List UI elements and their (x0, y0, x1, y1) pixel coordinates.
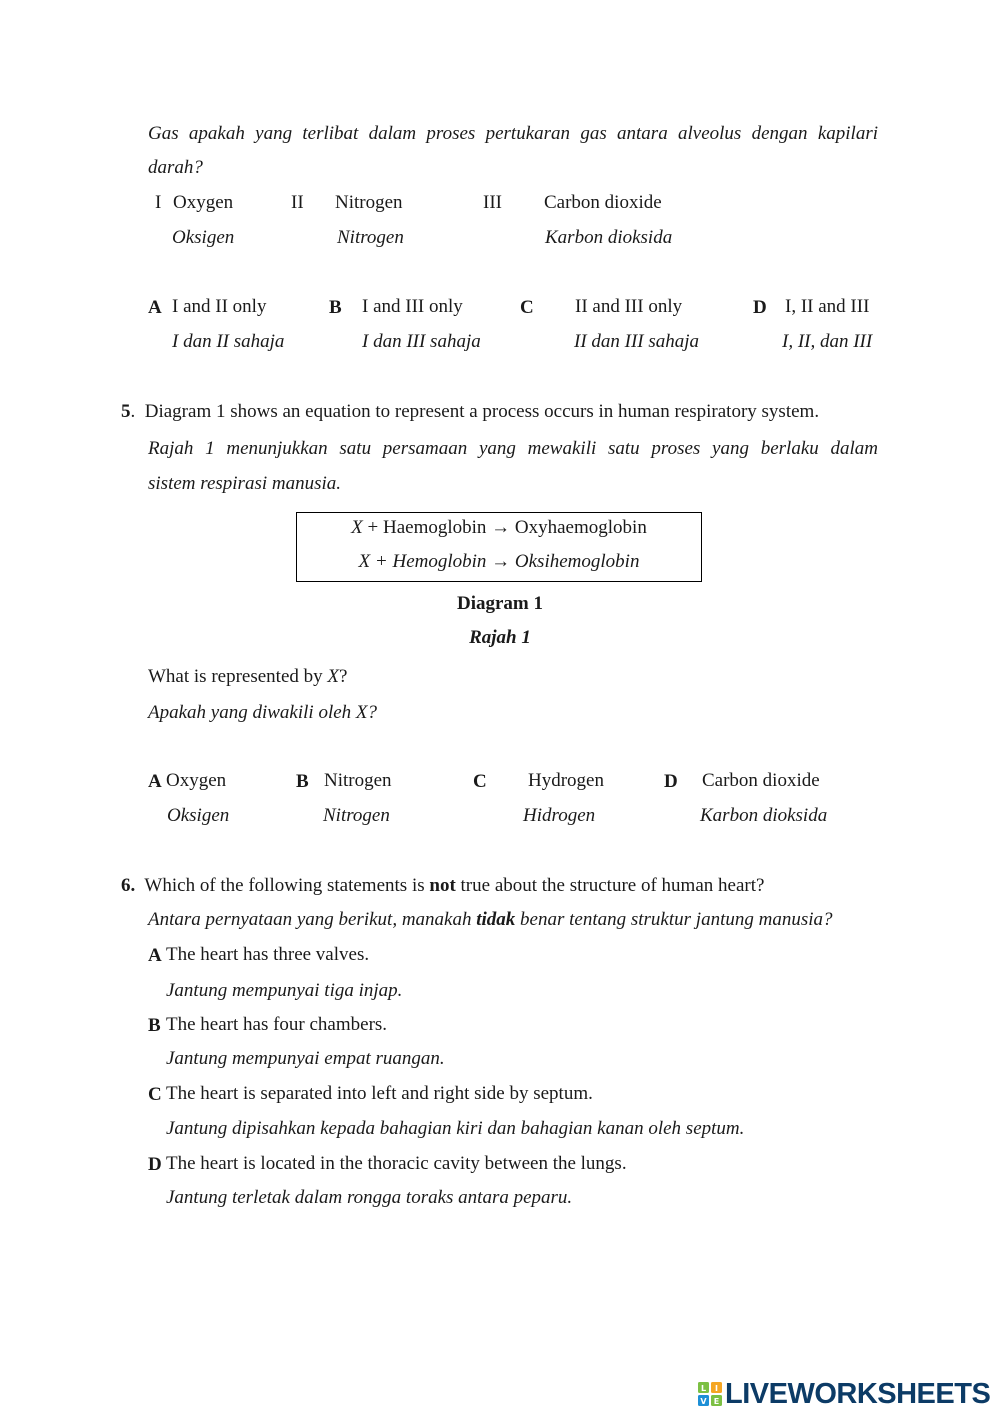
logo-badge-letter-e: E (713, 1397, 720, 1406)
equation-box (296, 512, 702, 582)
q5-question-en-after: ? (339, 666, 348, 687)
q4-item-i-ms: Oksigen (172, 227, 235, 248)
q6-stem-ms (148, 910, 833, 929)
q4-option-c-ms: II dan III sahaja (574, 331, 700, 352)
q4-item-ii-ms: Nitrogen (337, 227, 404, 248)
q5-question-en-var: X (327, 666, 339, 687)
q6-option-a-en[interactable]: The heart has three valves. (166, 944, 370, 965)
q6-option-b-letter[interactable]: B (148, 1015, 161, 1036)
q5-option-a-en[interactable]: Oxygen (166, 770, 227, 791)
equation-en-rest: + Haemoglobin → Oxyhaemoglobin (362, 517, 647, 538)
diagram-label-ms: Rajah 1 (469, 627, 531, 648)
equation-en (297, 518, 701, 537)
q4-option-a-letter[interactable]: A (148, 297, 162, 318)
q4-option-b-en[interactable]: I and III only (362, 296, 463, 317)
q6-stem-ms-after: benar tentang struktur jantung manusia? (515, 909, 833, 930)
q5-option-b-en[interactable]: Nitrogen (324, 770, 392, 791)
q4-item-i-numeral: I (155, 192, 162, 213)
q5-option-c-ms: Hidrogen (523, 805, 596, 826)
q5-stem-en: 5. Diagram 1 shows an equation to represent a process occurs in human respiratory system. (121, 401, 820, 422)
q4-item-i-en: Oxygen (173, 192, 234, 213)
q4-stem-ms-line2: darah? (148, 157, 203, 178)
q5-stem-en-text: Diagram 1 shows an equation to represent a process occurs in human respiratory system. (144, 401, 820, 422)
q4-option-a-en[interactable]: I and II only (172, 296, 267, 317)
q6-option-a-ms: Jantung mempunyai tiga injap. (166, 980, 403, 1001)
q5-option-d-en[interactable]: Carbon dioxide (702, 770, 820, 791)
q5-option-a-ms: Oksigen (167, 805, 230, 826)
q4-option-d-letter[interactable]: D (753, 297, 767, 318)
q5-question-en (148, 667, 347, 686)
q5-option-d-letter[interactable]: D (664, 771, 678, 792)
q5-number: 5 (121, 401, 131, 422)
q5-option-c-letter[interactable]: C (473, 771, 487, 792)
logo-badge-letter-i: I (715, 1384, 718, 1393)
q4-item-iii-ms: Karbon dioksida (545, 227, 673, 248)
logo-badge-letter-l: L (700, 1384, 707, 1393)
q6-stem-ms-bold: tidak (476, 909, 516, 930)
q4-option-d-en[interactable]: I, II and III (785, 296, 870, 317)
q4-stem-ms-line1: Gas apakah yang terlibat dalam proses pertukaran gas antara alveolus dengan kapilari (148, 123, 878, 144)
diagram-label-en: Diagram 1 (456, 593, 543, 614)
q4-option-b-letter[interactable]: B (329, 297, 342, 318)
equation-en-var: X (351, 517, 363, 538)
q6-stem-en-bold: not (429, 875, 456, 896)
q4-item-ii-numeral: II (291, 192, 304, 213)
q6-option-c-en[interactable]: The heart is separated into left and right side by septum. (166, 1083, 593, 1104)
q6-option-a-letter[interactable]: A (148, 945, 162, 966)
q6-stem-en-after: true about the structure of human heart? (455, 875, 765, 896)
logo-badge-letter-v: V (700, 1397, 707, 1406)
q6-stem-en-before: Which of the following statements is (144, 875, 430, 896)
q4-option-c-en[interactable]: II and III only (575, 296, 683, 317)
q5-stem-ms-line2: sistem respirasi manusia. (148, 473, 342, 494)
q6-stem-ms-before: Antara pernyataan yang berikut, manakah (148, 909, 477, 930)
q6-option-d-ms: Jantung terletak dalam rongga toraks antara peparu. (166, 1187, 573, 1208)
q6-option-d-letter[interactable]: D (148, 1154, 162, 1175)
q4-option-d-ms: I, II, dan III (782, 331, 873, 352)
q4-option-a-ms: I dan II sahaja (172, 331, 285, 352)
q6-stem-en (121, 876, 764, 895)
q4-option-c-letter[interactable]: C (520, 297, 534, 318)
q5-question-ms: Apakah yang diwakili oleh X? (148, 702, 378, 723)
q5-stem-ms-line1: Rajah 1 menunjukkan satu persamaan yang mewakili satu proses yang berlaku dalam (148, 438, 878, 459)
q6-option-b-en[interactable]: The heart has four chambers. (166, 1014, 388, 1035)
q4-option-b-ms: I dan III sahaja (362, 331, 481, 352)
q5-option-a-letter[interactable]: A (148, 771, 162, 792)
q4-item-iii-numeral: III (483, 192, 502, 213)
q6-option-d-en[interactable]: The heart is located in the thoracic cavity between the lungs. (166, 1153, 627, 1174)
q5-option-b-letter[interactable]: B (296, 771, 309, 792)
q5-question-en-before: What is represented by (148, 666, 328, 687)
q5-option-b-ms: Nitrogen (323, 805, 390, 826)
equation-ms: X + Hemoglobin → Oksihemoglobin (358, 551, 640, 572)
q4-item-ii-en: Nitrogen (335, 192, 403, 213)
q5-option-d-ms: Karbon dioksida (700, 805, 828, 826)
q6-option-c-ms: Jantung dipisahkan kepada bahagian kiri dan bahagian kanan oleh septum. (166, 1118, 745, 1139)
liveworksheets-logo[interactable] (697, 1377, 991, 1410)
q6-option-b-ms: Jantung mempunyai empat ruangan. (166, 1048, 445, 1069)
liveworksheets-logo-text: LIVEWORKSHEETS (725, 1377, 991, 1410)
q4-item-iii-en: Carbon dioxide (544, 192, 662, 213)
q6-option-c-letter[interactable]: C (148, 1084, 162, 1105)
q6-number: 6. (121, 875, 136, 896)
liveworksheets-logo-icon (697, 1381, 723, 1407)
q5-option-c-en[interactable]: Hydrogen (528, 770, 604, 791)
